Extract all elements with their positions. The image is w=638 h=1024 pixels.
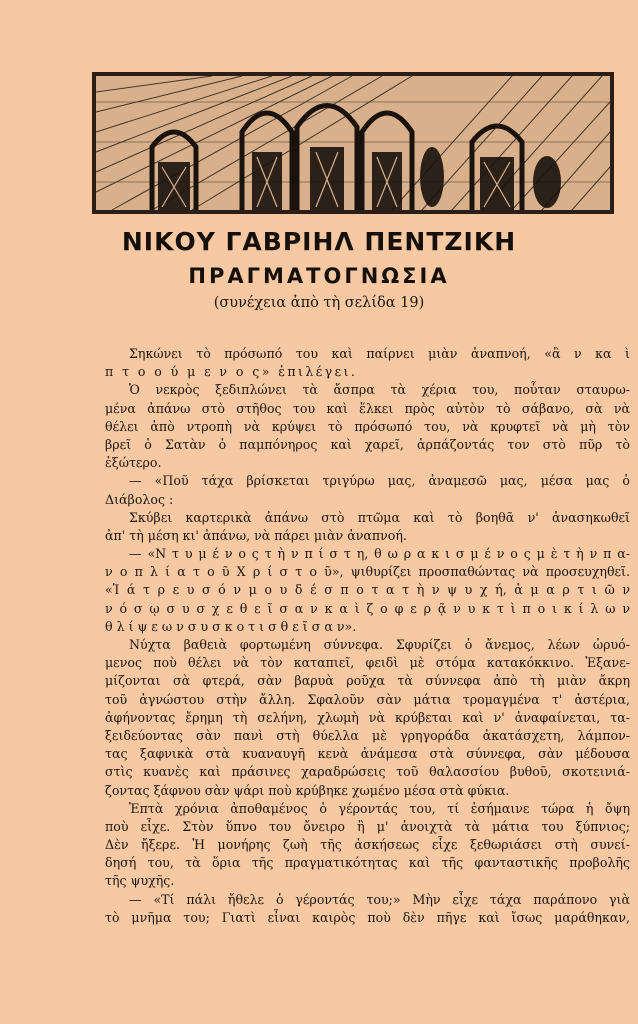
text-line: Ἑπτὰ χρόνια ἀποθαμένος ὁ γέροντάς του, τί ἐσήμαινε τώρα ἡ ὄψη (129, 800, 630, 816)
text-line: τῆς ψυχῆς. (105, 873, 175, 889)
text-line: ξειδεύοντας σὰν πανὶ στὴ θύελλα μὲ γρηγοράδα ἀκατάσχετη, λάμπον- (105, 727, 630, 743)
woodcut-illustration (92, 72, 614, 214)
text-line: θέλει ἀπὸ ντροπὴ νὰ κρύψει τὸ πρόσωπό του, νὰ κρυφτεῖ νὰ μὴ τὸν (105, 418, 630, 434)
text-line: — «Ν τ υ μ έ ν ο ς τ ὴ ν π ί σ τ η, θ ω ρ α κ ι σ μ έ ν ο ς μ ὲ τ ὴ ν π α- (129, 546, 630, 562)
text-line: τὸ μνῆμα του; Γιατὶ εἶναι καιρὸς ποὺ δὲν πῆγε καὶ ἴσως μαράθηκαν, (105, 909, 630, 925)
text-line: — «Τί πάλι ἤθελε ὁ γέροντάς του;» Μὴν εἶχε τάχα παράπονο γιὰ (129, 891, 630, 907)
text-line: ποὺ εἶχε. Στὸν ὕπνο του ὄνειρο ἢ μ' ἀνοιχτὰ τὰ μάτια του ξύπνιος; (105, 818, 630, 834)
text-line: Ὁ νεκρὸς ξεδιπλώνει τὰ ἄσπρα τὰ χέρια του, ποὖταν σταυρω- (129, 382, 630, 398)
text-line: ἀφήνοντας ἔρημη τὴ σελήνη, χλωμὴ νὰ κρύβεται καὶ ν' ἀναφαίνεται, τα- (105, 709, 630, 725)
text-line: μίζονται σὰ φτερά, σὰν βαρυὰ ροῦχα τὰ σύννεφα ἀπὸ τὴ μιὰν ἄκρη (105, 673, 630, 689)
text-line: θ λ ί ψ ε ω ν σ υ σ κ ο τ ι σ θ ε ῖ σ α ν». (105, 618, 357, 634)
church-interior-woodcut-illustration (92, 72, 614, 214)
text-line: ἐξώτερο. (105, 455, 162, 471)
text-line: στὶς κυανὲς καὶ πράσινες χαραδρώσεις τοῦ θαλασσίου βυθοῦ, σκοτεινιά- (105, 764, 630, 780)
text-line: Σκύβει καρτερικὰ ἀπάνω στὸ πτῶμα καὶ τὸ βοηθᾶ ν' ἀνασηκωθεῖ (129, 509, 630, 525)
text-line: βρεῖ ὁ Σατὰν ὁ παμπόνηρος καὶ χαρεῖ, ἁρπάζοντάς τον στὸ πῦρ τὸ (105, 436, 630, 452)
text-line: Διάβολος : (105, 491, 174, 507)
text-line: Σηκώνει τὸ πρόσωπό του καὶ παίρνει μιὰν ἀναπνοή, «ἂ ν κα ὶ (129, 346, 630, 361)
text-line: ἀπ' τὴ μέση κι' ἀπάνω, νὰ πάρει μιὰν ἀναπνοή. (105, 527, 407, 543)
text-line: — «Ποῦ τάχα βρίσκεται τριγύρω μας, ἀναμεσῶ μας, μέσα μας ὁ (129, 473, 630, 489)
text-line: μενος ποὺ θέλει νὰ τὸν καταπιεῖ, φειδὶ μὲ στόμα κατακόκκινο. Ἐξανε- (105, 655, 630, 671)
text-line: ζοντας ξάφνου σὰν ψάρι ποὺ κρύβηκε χωμένο μέσα στὰ φύκια. (105, 782, 510, 798)
text-line: τας ξαφνικὰ στὰ κυαναυγῆ κενὰ ἀνάμεσα στὰ σύννεφα, σὰν μέδουσα (105, 746, 630, 762)
author-name: ΝΙΚΟΥ ΓΑΒΡΙΗΛ ΠΕΝΤΖΙΚΗ (121, 227, 517, 256)
text-line: Δὲν ἤξερε. Ἡ μονήρης ζωὴ τῆς ἀσκήσεως εἶχε ξεθωριάσει στὴ συνεί- (105, 837, 630, 853)
text-line: ν ό σ ῳ σ υ σ χ ε θ ε ῖ σ α ν κ α ὶ ζ ο φ ε ρ ᾷ ν υ κ τ ὶ π ο ι κ ί λ ω ν (105, 600, 630, 616)
text-line: ν ο π λ ί α τ ο ῦ Χ ρ ί σ τ ο ῦ», ψιθυρίζει προσπαθώντας νὰ προσευχηθεῖ. (105, 564, 630, 580)
article-title: ΠΡΑΓΜΑΤΟΓΝΩΣΙΑ (188, 264, 450, 288)
text-line: τοῦ ἀγνώστου στὴν ἄλλη. Σφαλοῦν σὰν μάτια τρομαγμένα τ' ἀστέρια, (105, 691, 630, 707)
continuation-note: (συνέχεια ἀπὸ τὴ σελίδα 19) (213, 295, 425, 311)
text-line: «Ἰ ά τ ρ ε υ σ ό ν μ ο υ δ έ σ π ο τ α τ ὴ ν ψ υ χ ή, ἁ μ α ρ τ ι ῶ ν (105, 582, 630, 598)
article-body (105, 345, 630, 927)
text-line: π τ ο ο ύ μ ε ν ο ς» ἐπιλέγει. (105, 364, 358, 380)
text-line: Νύχτα βαθειὰ φορτωμένη σύννεφα. Σφυρίζει ὁ ἄνεμος, λέων ὠρυό- (129, 637, 630, 652)
text-line: δησή του, τὰ ὅρια τῆς πραγματικότητας καὶ τῆς φανταστικῆς προβολῆς (105, 855, 630, 871)
text-line: μένα ἀπάνω στὸ στῆθος του καὶ ἕλκει πρὸς αὐτὸν τὸ σάβανο, σὰ νὰ (105, 400, 630, 416)
